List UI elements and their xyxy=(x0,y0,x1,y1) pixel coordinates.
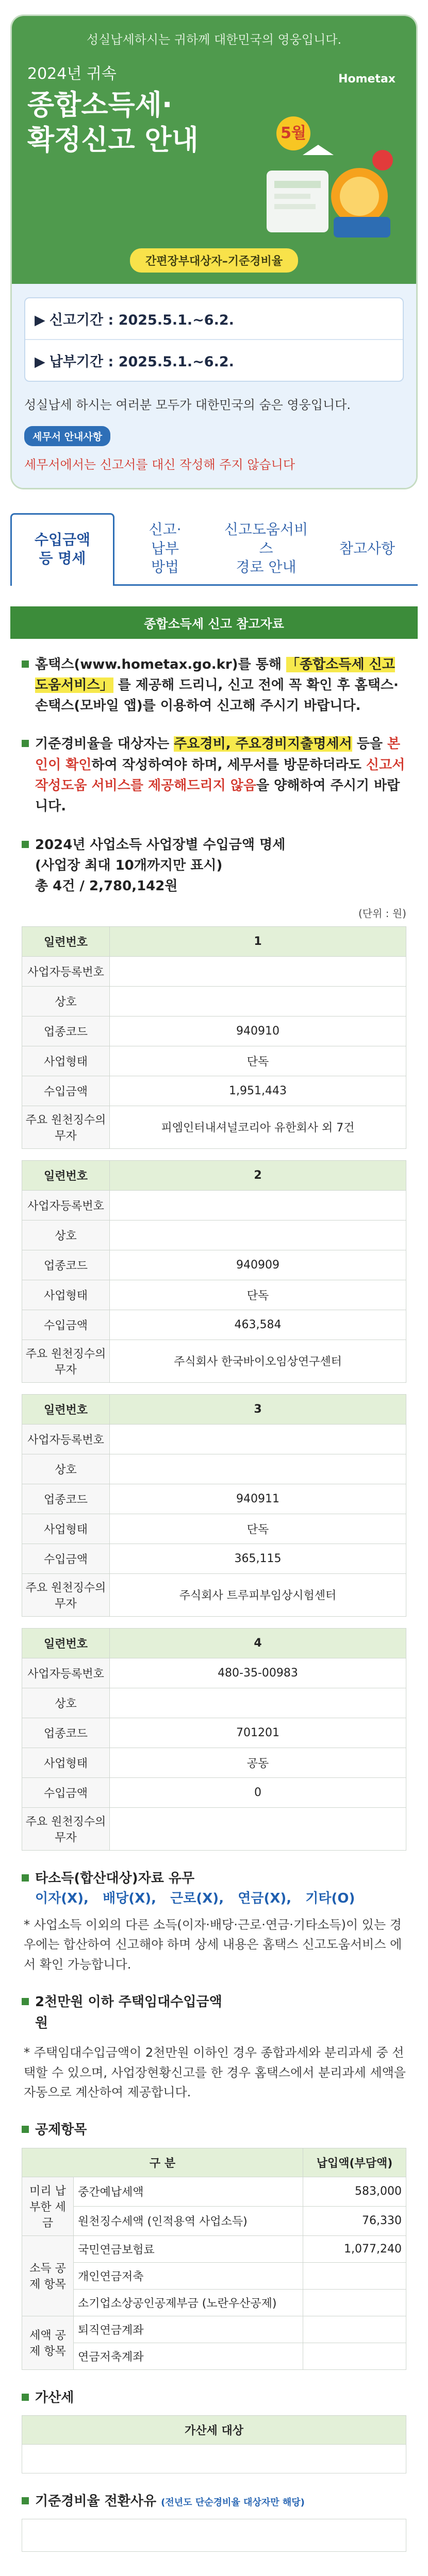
unit-label: (단위 : 원) xyxy=(358,907,406,920)
bullet-square-icon xyxy=(22,740,29,747)
hero-year: 2024년 귀속 xyxy=(27,65,117,83)
taxpayer-type-chip: 간편장부대상자–기준경비율 xyxy=(130,248,298,273)
section-title: 종합소득세 신고 참고자료 xyxy=(10,606,418,639)
income-subtitle: (사업장 최대 10개까지만 표시) xyxy=(35,857,223,873)
business-table-3: 일련번호 3 사업자등록번호 상호 업종코드 940911 사업형태 단독 수입금액 365,115 주요 원천징수의무자 주식회사 트루피부임상시험센터 xyxy=(22,1394,406,1617)
tab-report-payment[interactable]: 신고· 납부 방법 xyxy=(149,521,182,576)
hero-title-line2: 확정신고 안내 xyxy=(27,123,199,156)
hero-message: 성실납세하시는 귀하께 대한민국의 영웅입니다. xyxy=(86,32,342,47)
bullet-square-icon xyxy=(22,2394,29,2401)
help-service-highlight: 「종합소득세 신고 도움서비스」 xyxy=(35,656,395,693)
bullet-square-icon xyxy=(22,2497,29,2504)
period-box xyxy=(24,297,404,382)
table-row: 미리 납부한 세금 중간예납세액 583,000 xyxy=(22,2177,406,2206)
income-total: 총 4건 / 2,780,142원 xyxy=(35,878,178,894)
rental-title: 2천만원 이하 주택임대수입금액 xyxy=(35,1994,222,2010)
tab-income-details[interactable]: 수입금액 등 명세 xyxy=(10,513,114,585)
table-row: 개인연금저축 xyxy=(22,2262,406,2289)
business-table-2: 일련번호 2 사업자등록번호 상호 업종코드 940909 사업형태 단독 수입금액 463,584 주요 원천징수의무자 주식회사 한국바이오임상연구센터 xyxy=(22,1160,406,1383)
reference-content xyxy=(10,639,418,2552)
deductions xyxy=(22,2120,406,2369)
payment-period: ▶ 납부기간 : 2025.5.1.∼6.2. xyxy=(25,339,403,381)
triangle-right-icon: ▶ xyxy=(35,354,45,370)
tax-illustration-icon xyxy=(256,140,401,243)
tax-office-chip: 세무서 안내사항 xyxy=(24,426,110,446)
income-title: 2024년 사업소득 사업장별 수입금액 명세 xyxy=(35,837,286,853)
conversion-box xyxy=(22,2519,406,2552)
bullet-square-icon xyxy=(22,1998,29,2005)
tab-reference[interactable]: 참고사항 xyxy=(339,539,396,557)
hero-note: 성실납세 하시는 여러분 모두가 대한민국의 숨은 영웅입니다. xyxy=(24,398,351,412)
hero-title-line1: 종합소득세· xyxy=(27,89,173,121)
tab-bar xyxy=(10,513,418,585)
other-income-items: 이자(X), 배당(X), 근로(X), 연금(X), 기타(O) xyxy=(35,1890,355,1906)
hometax-logo: Hometax xyxy=(338,73,396,86)
may-badge: 5월 xyxy=(276,116,310,150)
additional-tax-title: 가산세 xyxy=(35,2389,74,2405)
hometax-intro: 홈택스(www.hometax.go.kr)를 통해 「종합소득세 신고 도움서비스」 를 제공해 드리니, 신고 전에 꼭 확인 후 홈택스·손택스(모바일 앱)를 이용하여 신고해 주시기 바랍니다. xyxy=(22,654,406,717)
period-section xyxy=(12,284,416,488)
hero-banner xyxy=(12,16,416,284)
table-row: 연금저축계좌 xyxy=(22,2343,406,2369)
bullet-square-icon xyxy=(22,1874,29,1882)
bullet-square-icon xyxy=(22,2126,29,2133)
business-table-1: 일련번호 1 사업자등록번호 상호 업종코드 940910 사업형태 단독 수입금액 1,951,443 주요 원천징수의무자 피엠인터내셔널코리아 유한회사 외 7건 xyxy=(22,926,406,1149)
table-row: 원천징수세액 (인적용역 사업소득) 76,330 xyxy=(22,2206,406,2235)
additional-tax xyxy=(22,2387,406,2473)
conversion-note: (전년도 단순경비율 대상자만 해당) xyxy=(161,2497,305,2509)
rental-income xyxy=(22,1992,406,2102)
other-income-note: * 사업소득 이외의 다른 소득(이자·배당·근로·연금·기타소득)이 있는 경우에는 합산하여 신고해야 하며 상세 내용은 홈택스 신고도움서비스 에서 확인 가능합니다. xyxy=(24,1917,402,1972)
tab-service-guide[interactable]: 신고도움서비스 경로 안내 xyxy=(224,521,308,576)
deductions-table: 구 분 납입액(부담액) 미리 납부한 세금 중간예납세액 583,000 원천징수세액 (인적용역 사업소득) 76,330 소득 공제 항목 국민연금보험료 1,077,240 개인연금저축 소기업소상공인공제부금 (노란우산공제) 세액 공제 항목 퇴직연금계좌 연금저축계좌 xyxy=(22,2148,406,2370)
table-row: 세액 공제 항목 퇴직연금계좌 xyxy=(22,2316,406,2343)
additional-tax-table: 가산세 대상 xyxy=(22,2415,406,2473)
conversion-reason xyxy=(22,2491,406,2552)
triangle-right-icon: ▶ xyxy=(35,312,45,328)
business-table-4: 일련번호 4 사업자등록번호 480-35-00983 상호 업종코드 701201 사업형태 공동 수입금액 0 주요 원천징수의무자 xyxy=(22,1628,406,1851)
rental-note: * 주택임대수입금액이 2천만원 이하인 경우 종합과세와 분리과세 중 선택할 수 있으며, 사업장현황신고를 한 경우 홈택스에서 분리과세 세액을 자동으로 계산하여 제공합니다. xyxy=(24,2045,406,2100)
deductions-title: 공제항목 xyxy=(35,2122,87,2138)
table-row: 소득 공제 항목 국민연금보험료 1,077,240 xyxy=(22,2235,406,2262)
conversion-title: 기준경비율 전환사유 xyxy=(35,2494,157,2510)
rental-value: 원 xyxy=(35,2015,48,2031)
other-income-title: 타소득(합산대상)자료 유무 xyxy=(35,1870,195,1886)
income-details xyxy=(22,835,406,1851)
other-income xyxy=(22,1868,406,1974)
expense-rate-notice: 기준경비율을 대상자는 주요경비, 주요경비지출명세서 등을 본인이 확인하여 작성하여야 하며, 세무서를 방문하더라도 신고서 작성도움 서비스를 제공해드리지 않음을 양해하여 주시기 바랍니다. xyxy=(22,734,406,817)
table-row: 소기업소상공인공제부금 (노란우산공제) xyxy=(22,2289,406,2316)
bullet-square-icon xyxy=(22,660,29,668)
tax-office-note: 세무서에서는 신고서를 대신 작성해 주지 않습니다 xyxy=(24,457,295,472)
notice-card xyxy=(10,14,418,489)
bullet-square-icon xyxy=(22,841,29,848)
report-period: ▶ 신고기간 : 2025.5.1.∼6.2. xyxy=(35,312,234,328)
